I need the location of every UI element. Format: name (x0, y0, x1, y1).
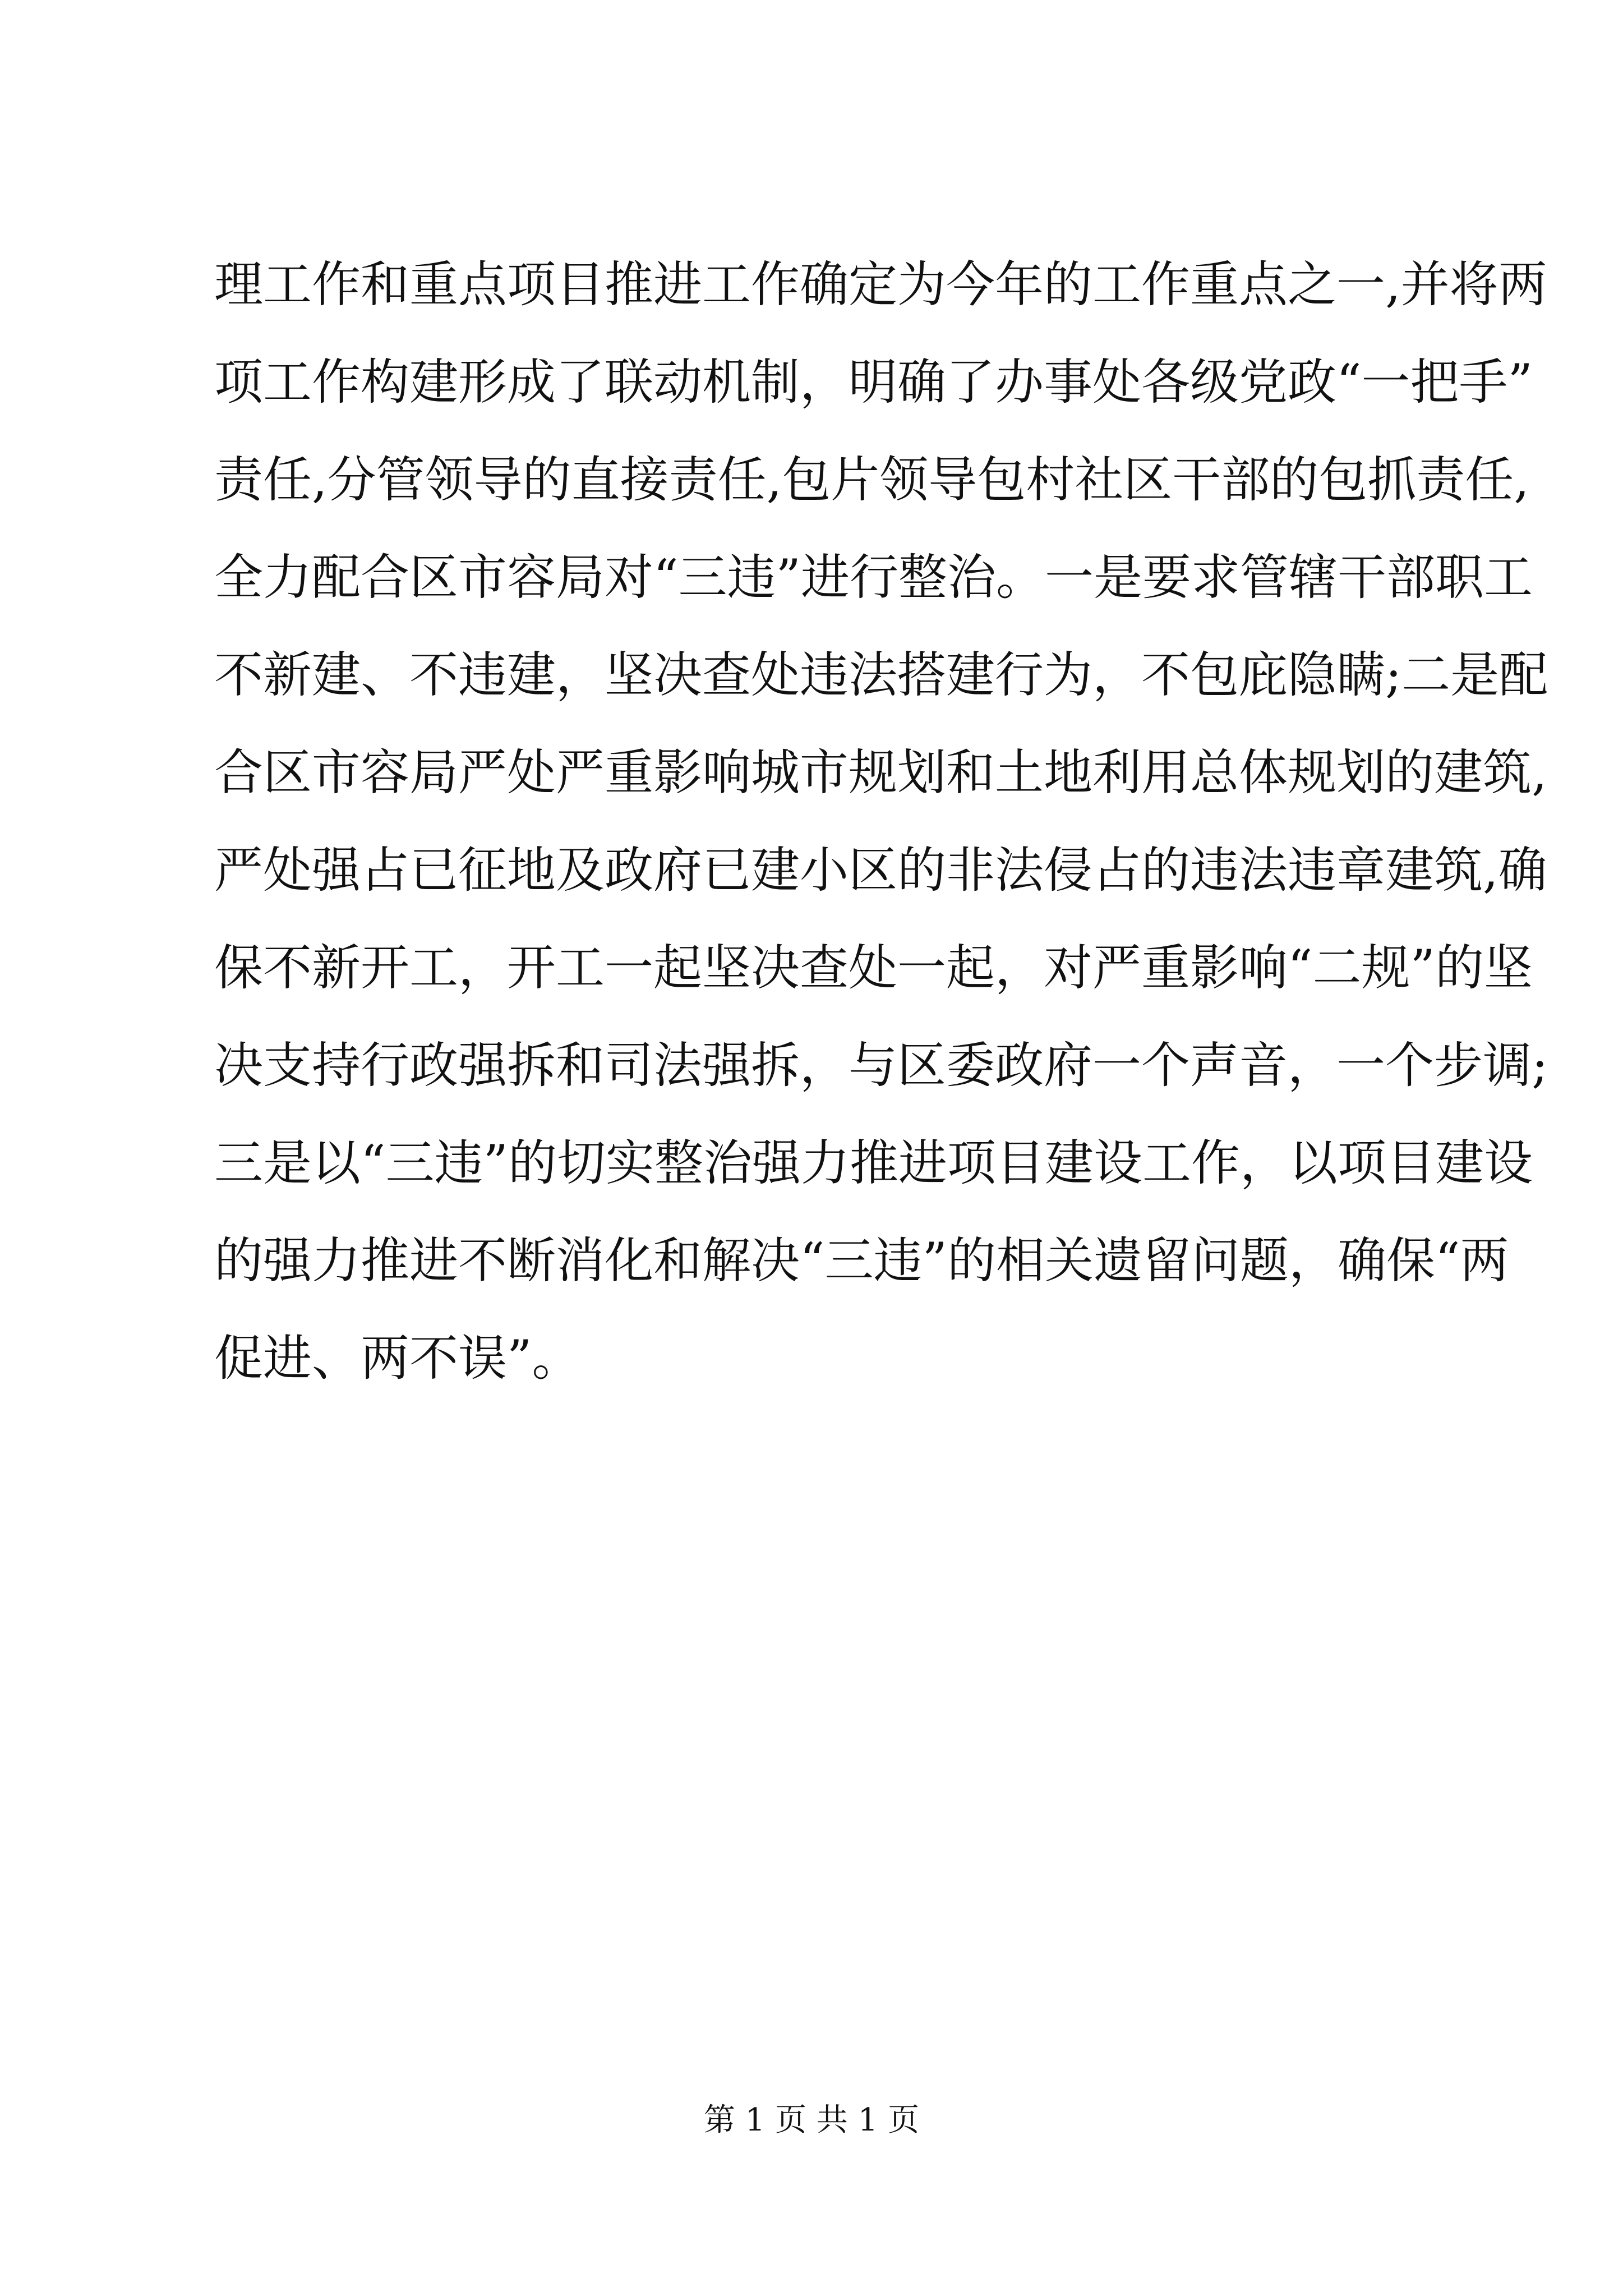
paragraph-line-6: 合区市容局严处严重影响城市规划和土地利用总体规划的建筑, (214, 744, 1547, 801)
paragraph-line-8: 保不新开工，开工一起坚决查处一起，对严重影响“二规”的坚 (214, 939, 1533, 996)
paragraph-line-3: 责任,分管领导的直接责任,包片领导包村社区干部的包抓责任, (214, 451, 1529, 508)
paragraph-line-2: 项工作构建形成了联动机制，明确了办事处各级党政“一把手” (214, 353, 1533, 411)
paragraph-line-4: 全力配合区市容局对“三违”进行整治。一是要求管辖干部职工 (214, 549, 1533, 606)
paragraph-line-1: 理工作和重点项目推进工作确定为今年的工作重点之一,并将两 (214, 256, 1547, 313)
paragraph-line-9: 决支持行政强拆和司法强拆，与区委政府一个声音，一个步调; (214, 1037, 1548, 1094)
paragraph-line-12: 促进、两不误”。 (214, 1329, 581, 1387)
paragraph-line-5: 不新建、不违建，坚决查处违法搭建行为，不包庇隐瞒;二是配 (214, 646, 1548, 703)
paragraph-line-10: 三是以“三违”的切实整治强力推进项目建设工作，以项目建设 (214, 1134, 1533, 1191)
body-paragraph (214, 236, 1548, 1407)
paragraph-line-7: 严处强占已征地及政府已建小区的非法侵占的违法违章建筑,确 (214, 841, 1547, 899)
page-footer: 第 1 页 共 1 页 (703, 2102, 920, 2138)
paragraph-line-11: 的强力推进不断消化和解决“三违”的相关遗留问题，确保“两 (214, 1232, 1509, 1289)
